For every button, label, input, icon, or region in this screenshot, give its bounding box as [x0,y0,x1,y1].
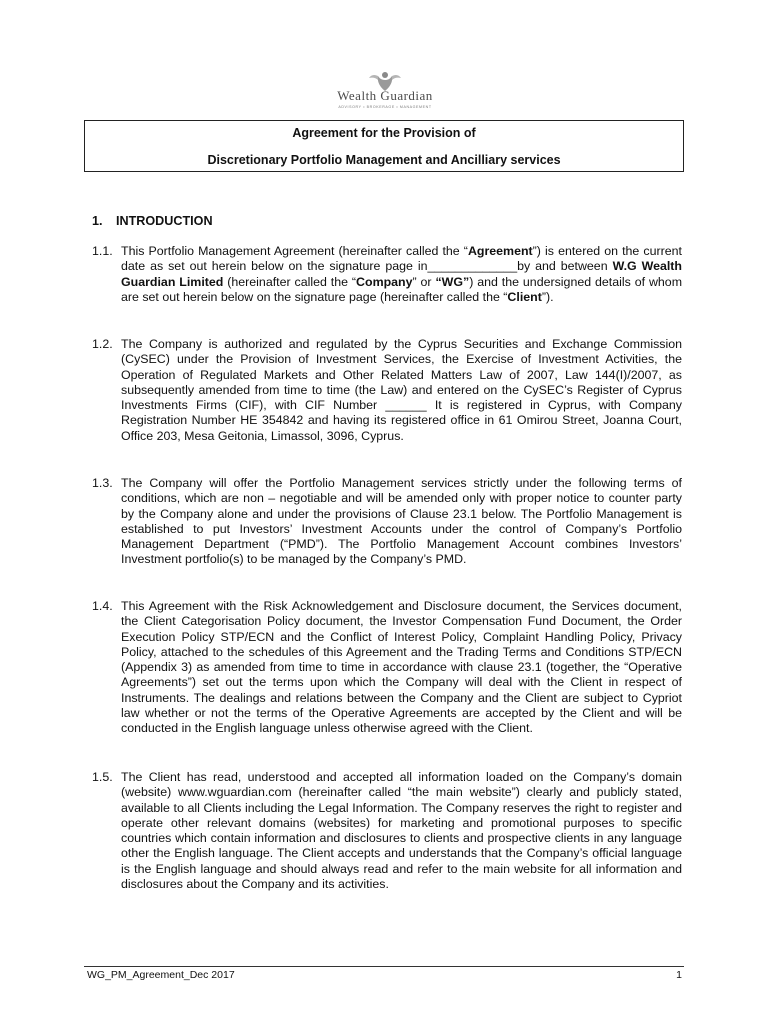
clause-text-part: ) and the undersigned details of whom are set out herein below on the signature page (hereinafter called the “ [121,274,683,304]
clause-text [121,244,682,305]
term-company-name: W.G Wealth Guardian Limited [121,259,682,289]
clause-text-part: This Portfolio Management Agreement (hereinafter called the “ [121,244,468,258]
clause-1-5 [92,770,682,892]
clause-text: The Company is authorized and regulated by the Cyprus Securities and Exchange Commission (CySEC) under the Provision of Investment Services, the Exercise of Investment Activities, the Operation of Regulated Markets and Other Related Matters Law of 2007, Law 144(I)/2007, as subsequently amended from time to time (the Law) and entered on the CySEC’s Register of Cyprus Investments Firms (CIF), with CIF Number ______ It is registered in Cyprus, with Company Registration Number HE 354842 and having its registered office in 61 Omirou Street, Joanna Court, Office 203, Mesa Geitonia, Limassol, 3096, Cyprus. [121,337,682,443]
logo-wordmark: Wealth Guardian [337,88,433,103]
clause-number: 1.1. [92,244,113,258]
clause-1-2 [92,337,682,444]
clause-number: 1.5. [92,770,113,784]
footer-document-reference: WG_PM_Agreement_Dec 2017 [87,969,235,981]
company-logo [315,70,455,109]
footer-page-number: 1 [676,969,682,981]
clause-number: 1.4. [92,599,113,613]
section-number: 1. [92,214,103,228]
clause-number: 1.2. [92,337,113,351]
clause-text-part: ”). [541,289,554,304]
section-heading [92,214,213,228]
clause-text-part: ” or [412,274,436,289]
section-title: INTRODUCTION [116,214,213,228]
clause-text: The Client has read, understood and accepted all information loaded on the Company’s domain (website) www.wguardian.com (hereinafter called “the main website”) clearly and publicly stated, available to all Clients including the Legal Information. The Company reserves the right to register and operate other relevant domains (websites) for marketing and promotional purposes to specific countries which contain information and disclosures to clients and prospective clients in any language other the English language. The Client accepts and understands that the Company’s official language is the English language and should always read and refer to the main website for all information and disclosures about the Company and its activities. [121,770,682,892]
clause-text-part: (hereinafter called the “ [223,274,357,289]
document-title-box [84,120,684,172]
logo-tagline: ADVISORY • BROKERAGE • MANAGEMENT [338,105,432,109]
document-title-line-1: Agreement for the Provision of [292,126,476,140]
clause-1-3 [92,476,682,568]
clause-1-4 [92,599,682,737]
clause-text: The Company will offer the Portfolio Management services strictly under the following terms of conditions, which are non – negotiable and will be amended only with proper notice to counter party by the Company alone and under the provisions of Clause 23.1 below. The Portfolio Management is established to put Investors’ Investment Accounts under the control of Company’s Portfolio Management Department (“PMD”). The Portfolio Management Account combines Investors’ Investment portfolio(s) to be managed by the Company’s PMD. [121,476,682,567]
clause-text: This Agreement with the Risk Acknowledgement and Disclosure document, the Services document, the Client Categorisation Policy document, the Investor Compensation Fund Document, the Order Execution Policy STP/ECN and the Conflict of Interest Policy, Complaint Handling Policy, Privacy Policy, attached to the schedules of this Agreement and the Trading Terms and Conditions STP/ECN (Appendix 3) as amended from time to time in accordance with clause 23.1 (together, the “Operative Agreements”) set out the terms upon which the Company will deal with the Client in respect of Instruments. The dealings and relations between the Company and the Client are subject to Cypriot law whether or not the terms of the Operative Agreements are accepted by the Client and will be conducted in the English language unless otherwise agreed with the Client. [121,599,682,736]
term-client: Client [507,289,542,304]
clause-number: 1.3. [92,476,113,490]
clause-text-part: ”) is entered on the current date as set out herein below on the signature page in_____________by and between [121,244,682,274]
term-wg: “WG” [435,274,470,289]
footer-divider [84,966,684,967]
term-company: Company [356,274,413,289]
document-title-line-2: Discretionary Portfolio Management and Ancilliary services [207,153,561,167]
clause-1-1 [92,244,682,305]
term-agreement: Agreement [467,244,533,258]
